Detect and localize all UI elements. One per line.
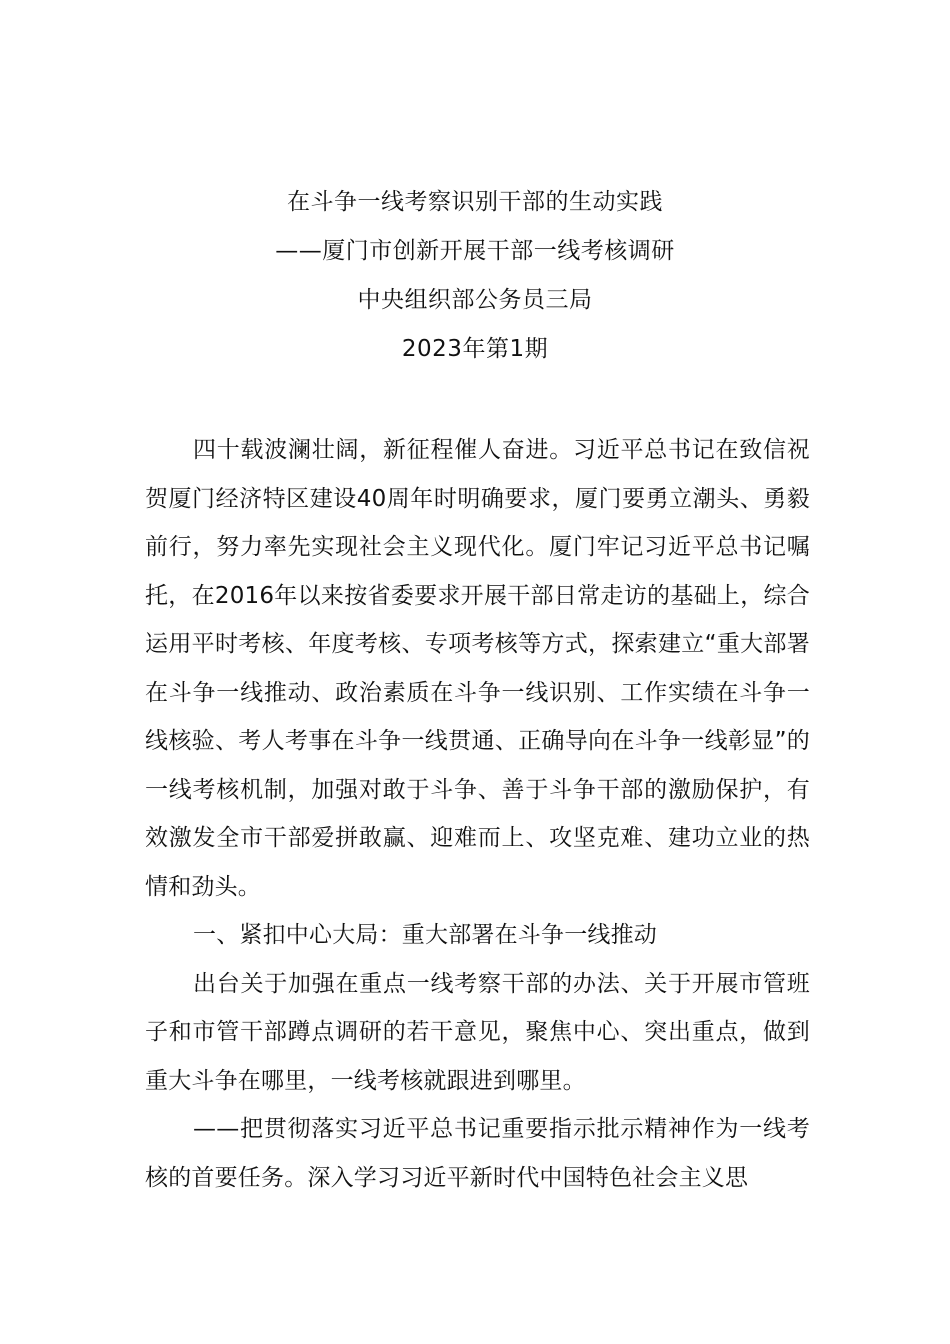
document-title: 在斗争一线考察识别干部的生动实践 xyxy=(287,189,663,215)
body-paragraph-subpoint-1: ——把贯彻落实习近平总书记重要指示批示精神作为一线考核的首要任务。深入学习习近平新时代中国特色社会主义思 xyxy=(145,1116,810,1191)
document-author: 中央组织部公务员三局 xyxy=(357,287,593,313)
document-subtitle: ——厦门市创新开展干部一线考核调研 xyxy=(275,238,675,264)
section-heading-1: 一、紧扣中心大局：重大部署在斗争一线推动 xyxy=(193,922,657,948)
body-paragraph-intro: 四十载波澜壮阔，新征程催人奋进。习近平总书记在致信祝贺厦门经济特区建设40周年时明确要求，厦门要勇立潮头、勇毅前行，努力率先实现社会主义现代化。厦门牢记习近平总书记嘱托，在2016年以来按省委要求开展干部日常走访的基础上，综合运用平时考核、年度考核、专项考核等方式，探索建立“重大部署在斗争一线推动、政治素质在斗争一线识别、工作实绩在斗争一线核验、考人考事在斗争一线贯通、正确导向在斗争一线彰显”的一线考核机制，加强对敢于斗争、善于斗争干部的激励保护，有效激发全市干部爱拼敢赢、迎难而上、攻坚克难、建功立业的热情和劲头。 xyxy=(145,437,810,900)
document-header xyxy=(0,178,950,374)
body-paragraph-section-1: 出台关于加强在重点一线考察干部的办法、关于开展市管班子和市管干部蹲点调研的若干意见，聚焦中心、突出重点，做到重大斗争在哪里，一线考核就跟进到哪里。 xyxy=(145,970,810,1094)
document-issue: 2023年第1期 xyxy=(401,336,549,362)
document-body xyxy=(145,426,810,1202)
